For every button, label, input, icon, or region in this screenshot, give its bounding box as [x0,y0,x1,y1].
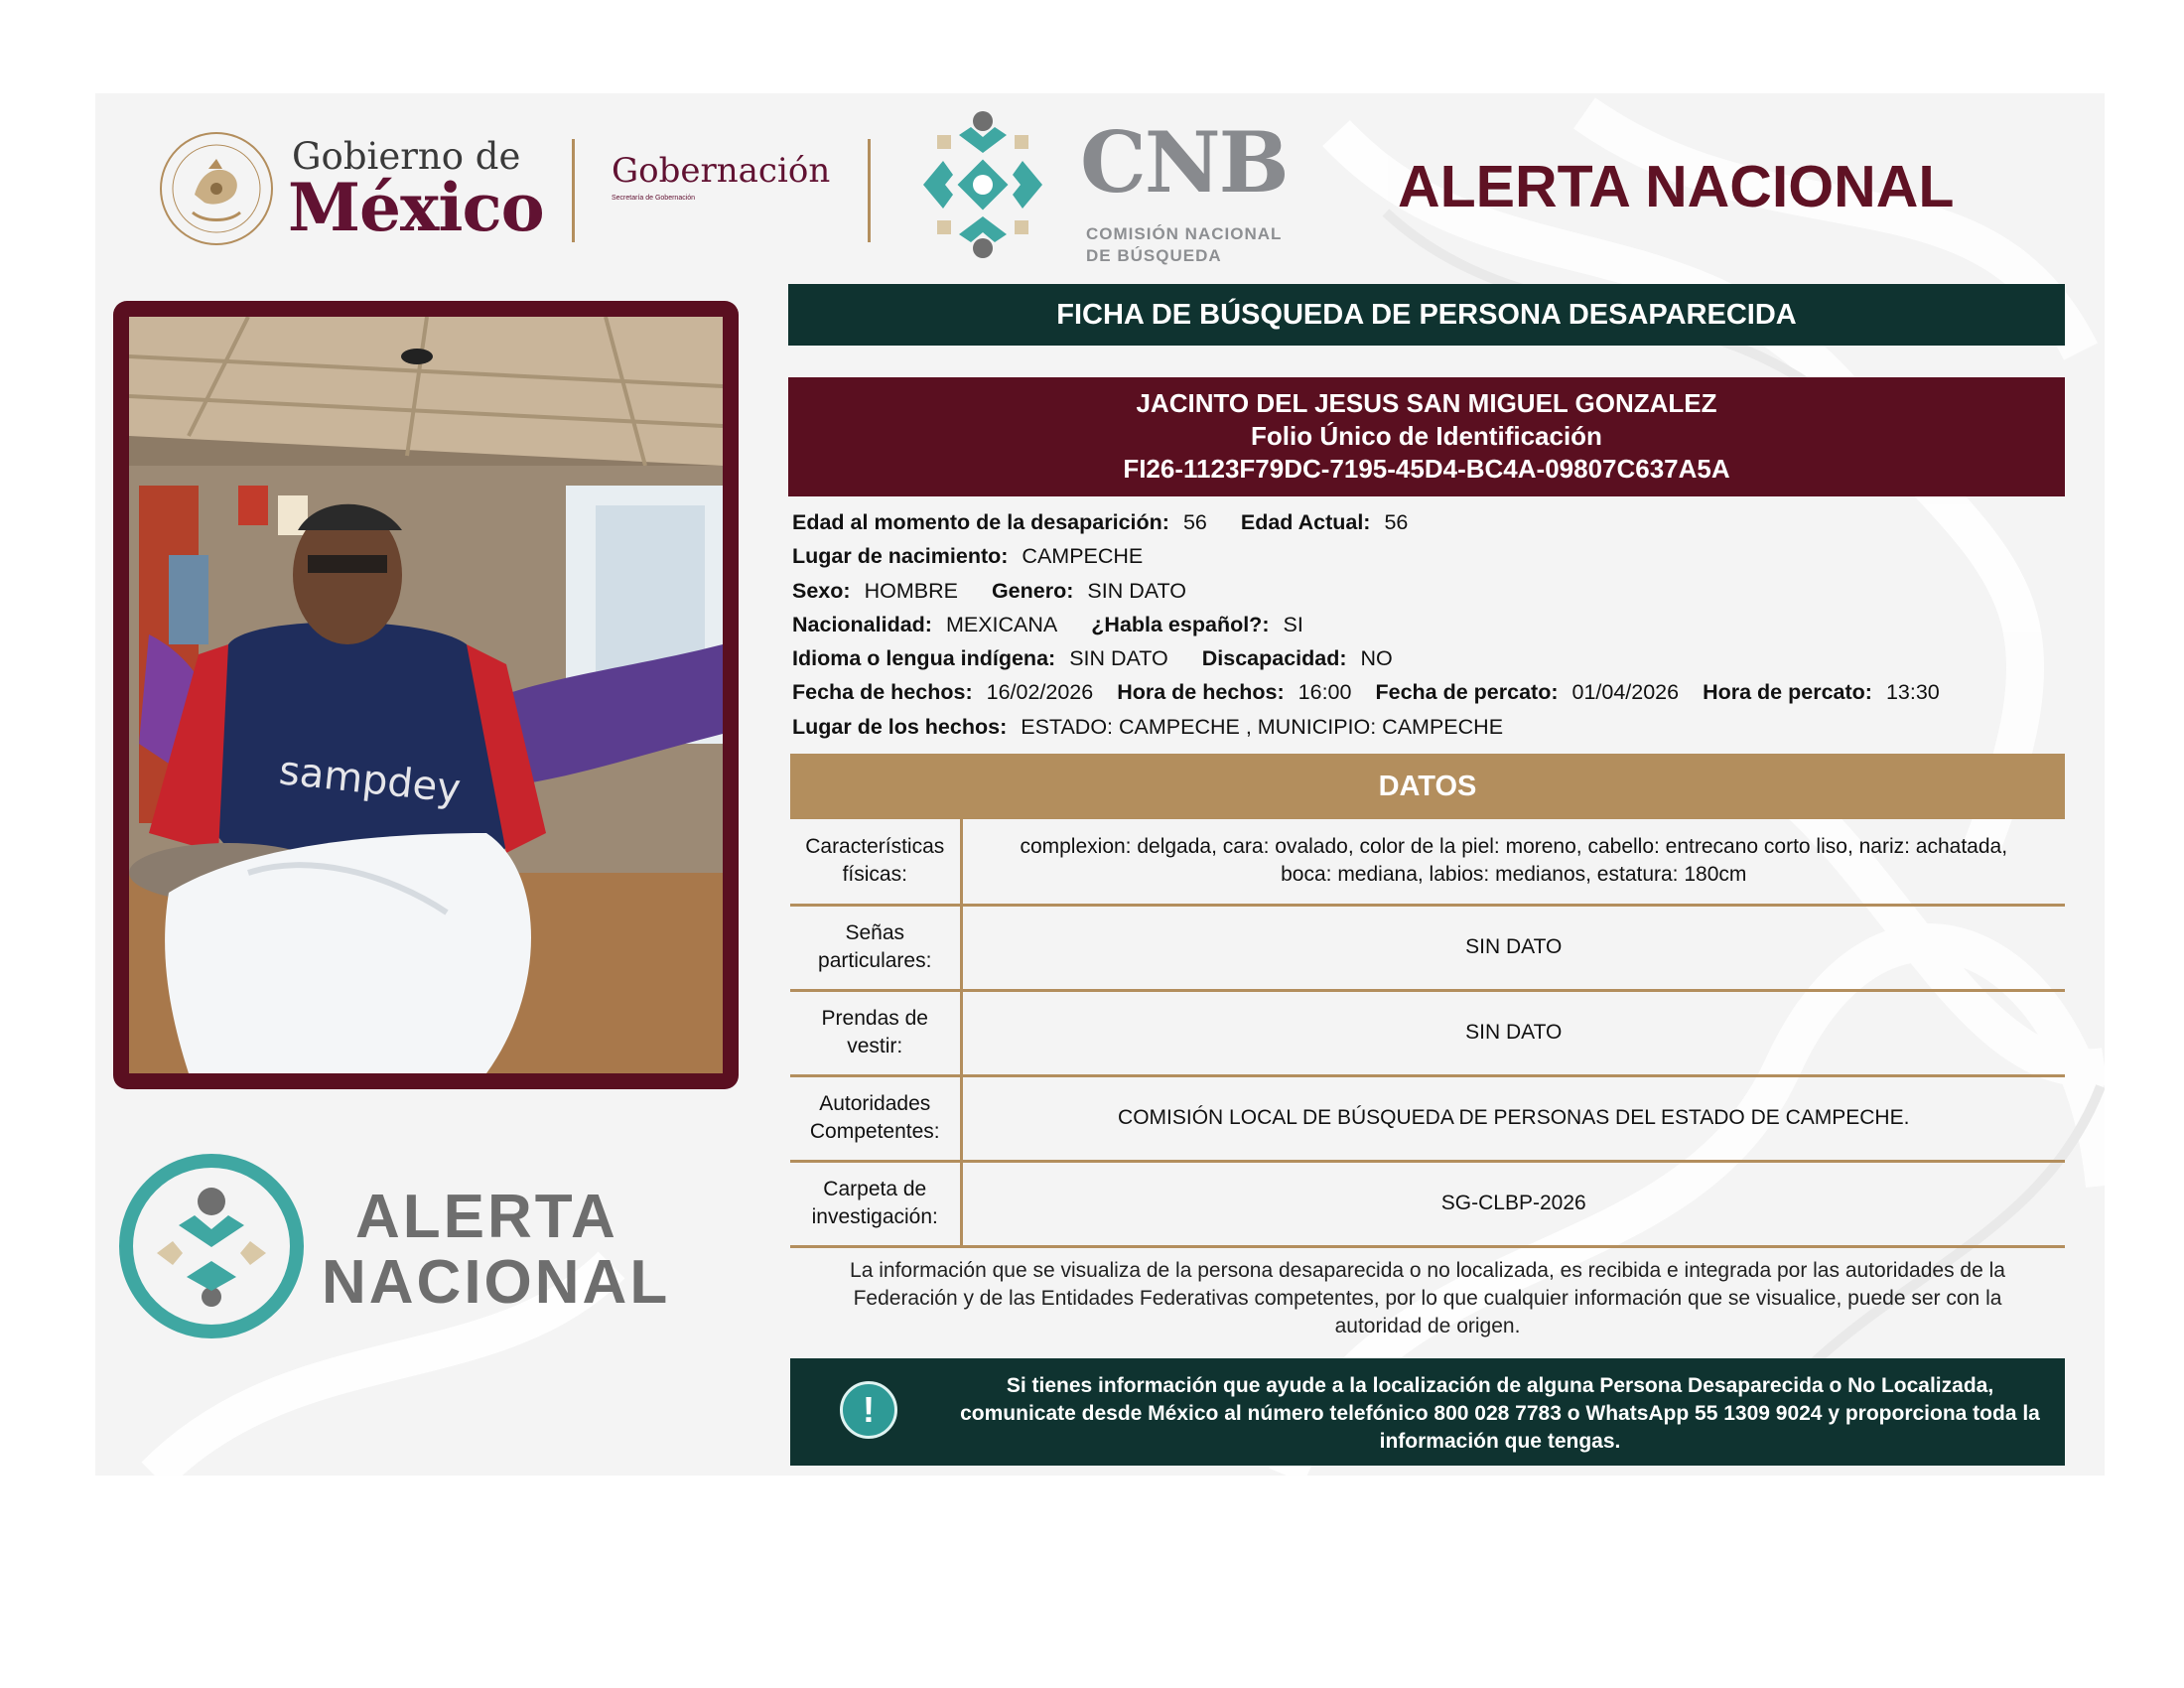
fecha-hechos-label: Fecha de hechos: [792,680,973,705]
label-line: Prendas de [821,1007,928,1030]
info-row [792,544,2073,578]
label-line: vestir: [847,1035,903,1057]
disclaimer-text: La información que se visualiza de la persona desaparecida o no localizada, es recibida e integrada por las autoridades de la Federación y de las Entidades Federativas competentes, por lo que cualquier información que se visualice, puede ser con la autoridad de origen. [850,1259,2005,1337]
datos-value: SIN DATO [961,905,2065,990]
label-line: Características [805,835,945,859]
edad-desaparicion-label: Edad al momento de la desaparición: [792,510,1169,534]
cnb-emblem-icon [903,105,1062,264]
svg-text:sampdey: sampdey [276,748,464,813]
info-row [792,715,2073,749]
cnb-title: CNB [1080,113,1288,211]
lugar-hechos-label: Lugar de los hechos: [792,714,1008,739]
label-line: Señas [845,921,905,944]
ficha-banner-title: FICHA DE BÚSQUEDA DE PERSONA DESAPARECIDA [788,284,2065,346]
habla-espanol-label: ¿Habla español?: [1091,612,1270,636]
table-row [790,819,2065,905]
nacionalidad-value: MEXICANA [945,612,1058,636]
datos-label [790,1075,961,1161]
datos-value: complexion: delgada, cara: ovalado, color de la piel: moreno, cabello: entrecano corto liso, nariz: achatada, boca: mediana, labios: medianos, estatura: 180cm [961,819,2065,905]
info-row [792,680,2073,714]
person-photo [129,317,723,1073]
header-divider [572,139,575,242]
table-row [790,1075,2065,1161]
hora-percato-value: 13:30 [1885,680,1940,705]
gobernacion-subtitle: Secretaría de Gobernación [612,195,696,202]
gobierno-line1: Gobierno de [292,135,521,178]
discapacidad-value: NO [1360,646,1393,671]
datos-label [790,990,961,1075]
header-divider [868,139,871,242]
edad-actual-label: Edad Actual: [1240,510,1371,534]
fecha-percato-label: Fecha de percato: [1375,680,1559,705]
lugar-hechos-value: ESTADO: CAMPECHE , MUNICIPIO: CAMPECHE [1021,714,1504,739]
person-name: JACINTO DEL JESUS SAN MIGUEL GONZALEZ [1136,388,1717,418]
person-photo-frame [113,301,739,1089]
datos-header: DATOS [790,754,2065,819]
alerta-logo-line2: NACIONAL [322,1248,671,1317]
contact-text: Si tienes información que ayude a la localización de alguna Persona Desaparecida o No Localizada, comunicate desde México al número telefónico 800 028 7783 o WhatsApp 55 1309 9024 y proporciona toda la información que tengas. [960,1374,2040,1453]
sexo-value: HOMBRE [864,578,958,603]
label-line: físicas: [842,863,907,887]
gobierno-de-mexico-logo [157,129,623,248]
table-row [790,1161,2065,1246]
hora-percato-label: Hora de percato: [1703,680,1872,705]
folio-value: FI26-1123F79DC-7195-45D4-BC4A-09807C637A5A [1123,454,1730,484]
content-layer [95,93,2105,1476]
exclamation-icon: ! [840,1381,897,1439]
label-line: Competentes: [809,1120,940,1143]
idioma-value: SIN DATO [1069,646,1168,671]
datos-value: SIN DATO [961,990,2065,1075]
genero-value: SIN DATO [1087,578,1186,603]
genero-label: Genero: [991,578,1074,603]
datos-value: COMISIÓN LOCAL DE BÚSQUEDA DE PERSONAS DEL ESTADO DE CAMPECHE. [961,1075,2065,1161]
idioma-label: Idioma o lengua indígena: [792,646,1056,671]
edad-desaparicion-value: 56 [1182,510,1207,534]
table-row [790,905,2065,990]
lugar-nacimiento-value: CAMPECHE [1022,544,1144,569]
alerta-logo-line1: ALERTA [355,1183,618,1251]
datos-label [790,905,961,990]
gobernacion-logo [612,151,850,211]
cnb-logo [903,105,1340,274]
national-seal-icon [157,129,276,248]
alerta-nacional-title: ALERTA NACIONAL [1398,154,1955,219]
contact-banner [790,1358,2065,1466]
habla-espanol-value: SI [1283,612,1303,636]
nacionalidad-label: Nacionalidad: [792,612,932,636]
folio-label: Folio Único de Identificación [1251,421,1602,451]
gobierno-line2: México [288,169,544,246]
header [95,93,2105,292]
discapacidad-label: Discapacidad: [1201,646,1347,671]
person-identity-box [788,377,2065,496]
gobernacion-title: Gobernación [612,151,831,191]
sexo-label: Sexo: [792,578,851,603]
edad-actual-value: 56 [1384,510,1409,534]
datos-label [790,819,961,905]
alerta-nacional-emblem-icon [117,1152,306,1340]
info-row [792,579,2073,613]
info-row [792,613,2073,646]
info-row [792,646,2073,680]
datos-label [790,1161,961,1246]
person-info [792,510,2073,749]
datos-table [790,819,2065,1248]
info-row [792,510,2073,544]
label-line: particulares: [818,949,932,972]
cnb-subtitle-line2: DE BÚSQUEDA [1086,246,1222,265]
fecha-hechos-value: 16/02/2026 [986,680,1094,705]
table-row [790,990,2065,1075]
label-line: investigación: [811,1205,938,1228]
lugar-nacimiento-label: Lugar de nacimiento: [792,544,1009,569]
label-line: Autoridades [819,1092,931,1115]
hora-hechos-label: Hora de hechos: [1117,680,1285,705]
cnb-subtitle-line1: COMISIÓN NACIONAL [1086,224,1283,243]
label-line: Carpeta de [823,1178,927,1200]
datos-value: SG-CLBP-2026 [961,1161,2065,1246]
hora-hechos-value: 16:00 [1297,680,1352,705]
alerta-nacional-logo [117,1152,673,1340]
fecha-percato-value: 01/04/2026 [1571,680,1680,705]
